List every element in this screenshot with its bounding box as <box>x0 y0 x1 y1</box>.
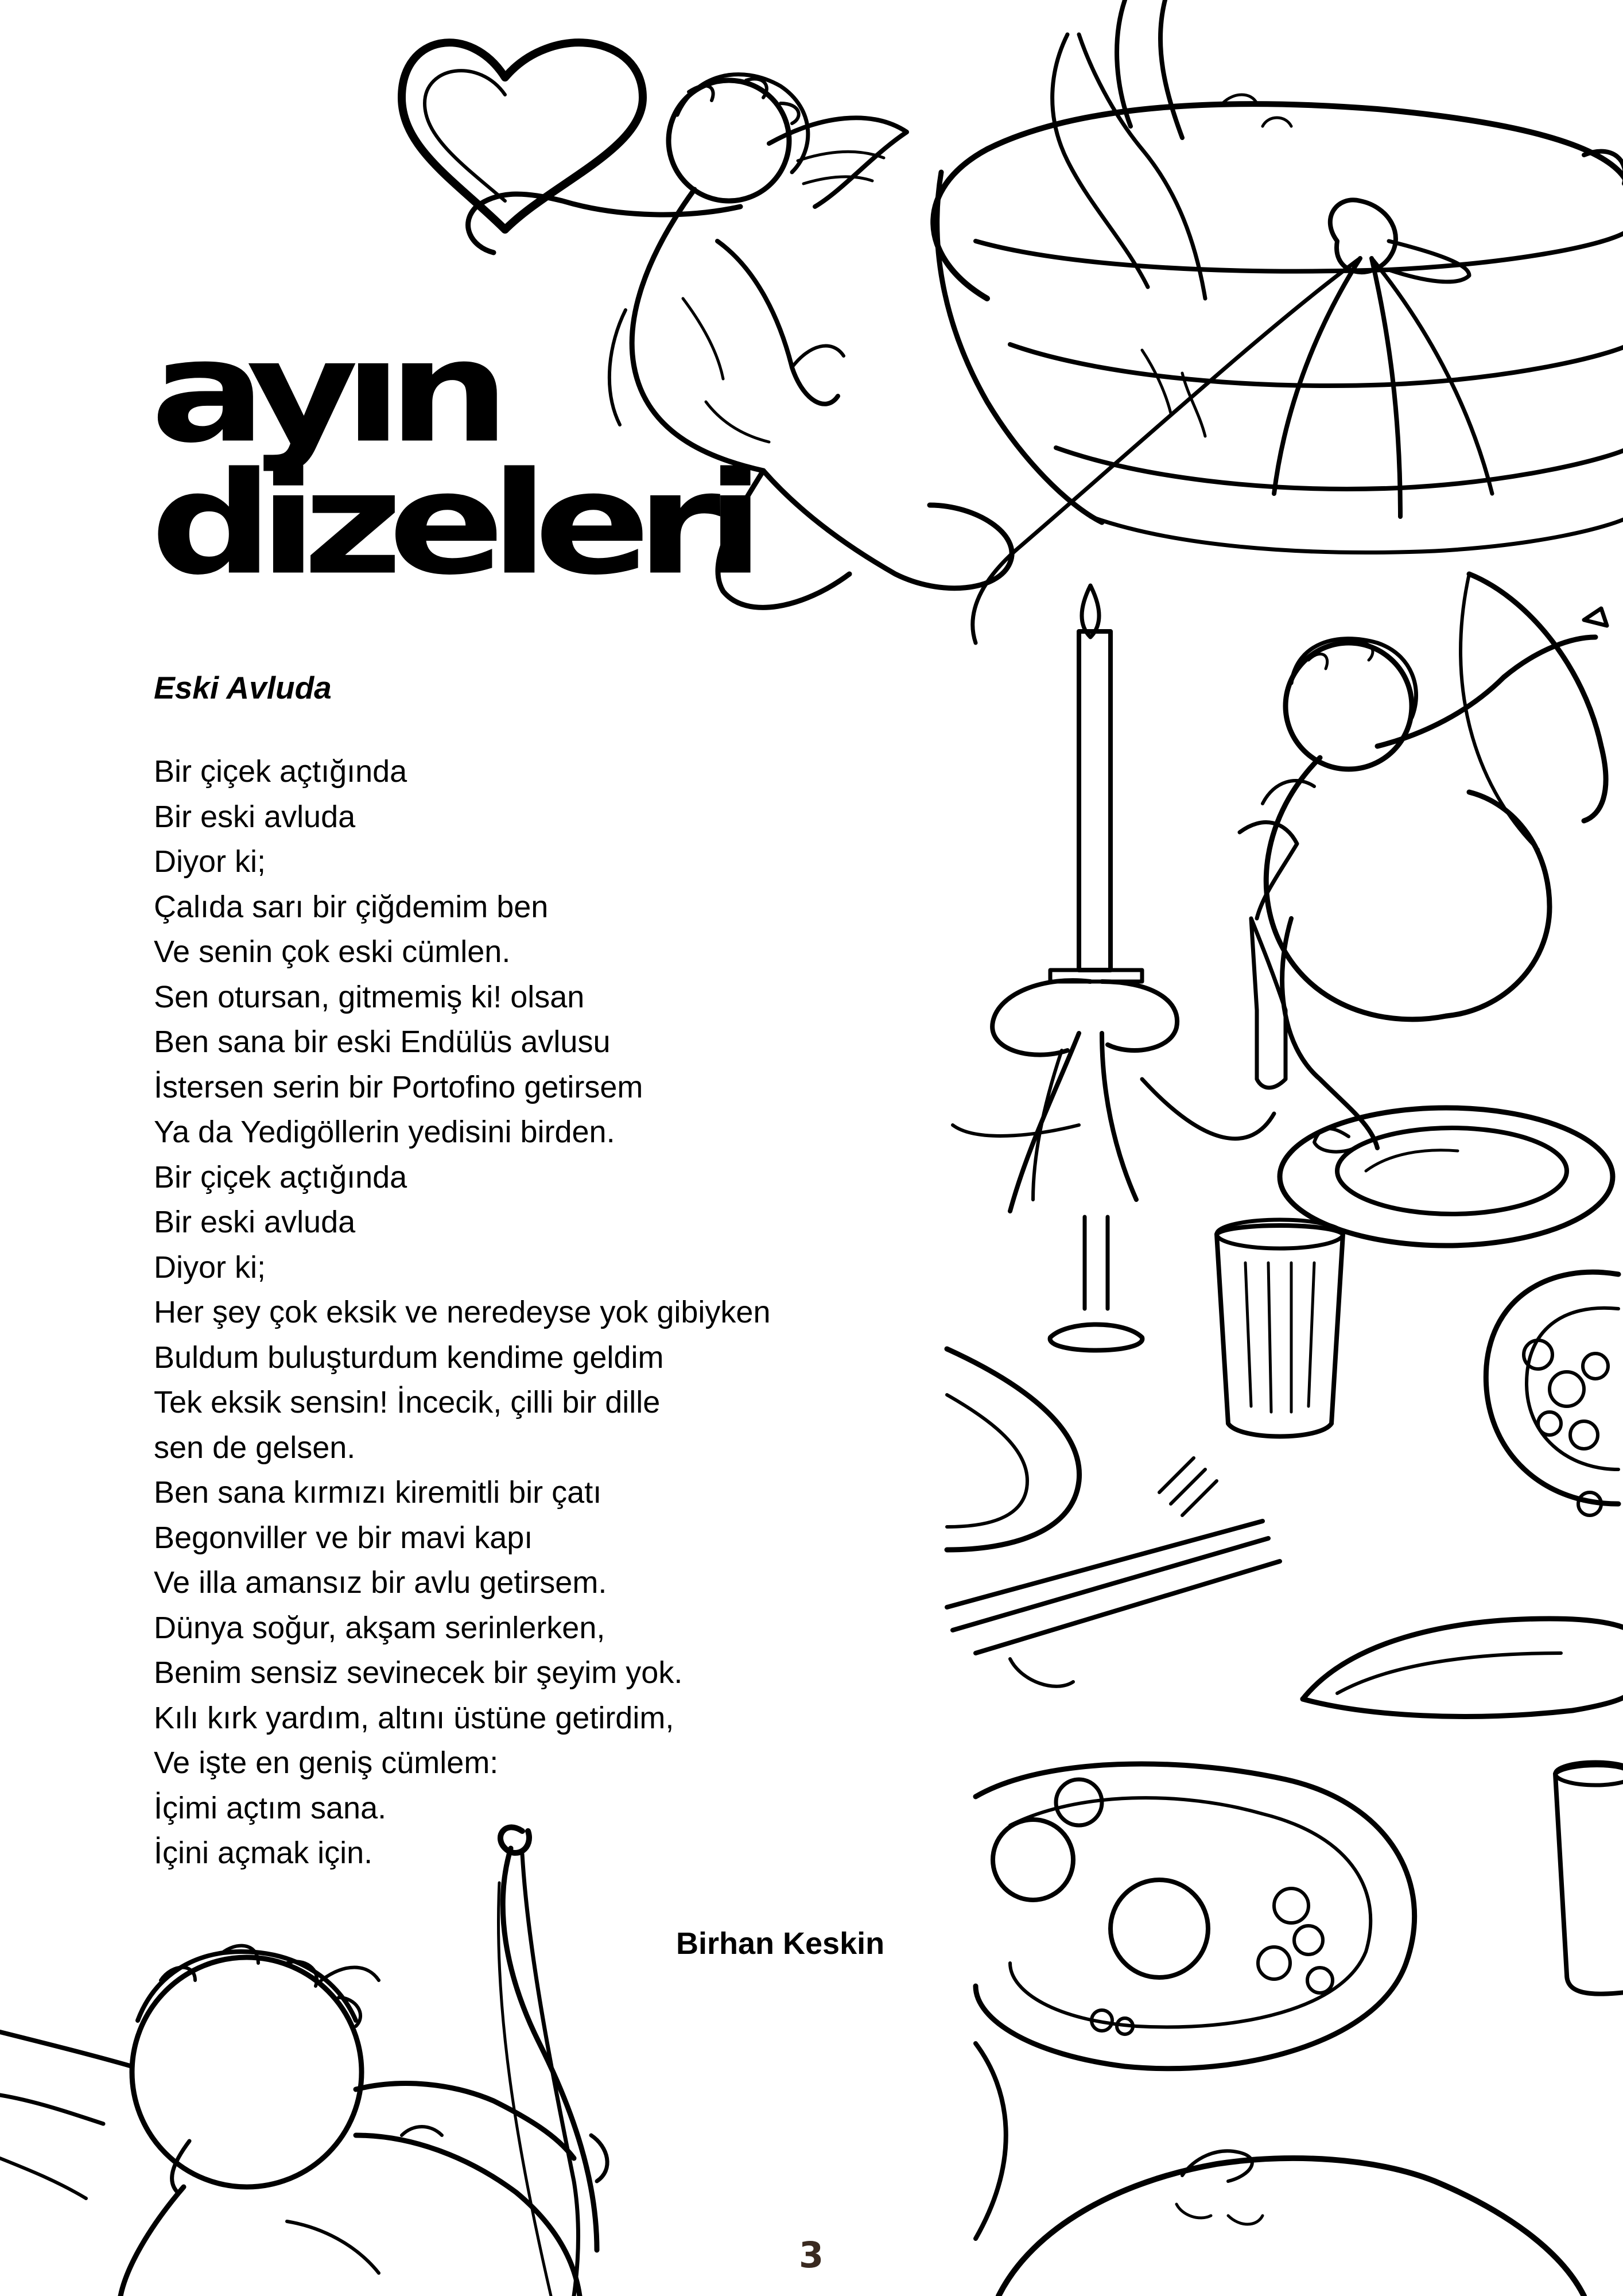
poem-line: Ve işte en geniş cümlem: <box>154 1746 499 1780</box>
page-title-line-2: dizeleri <box>150 441 750 606</box>
poem-line: Buldum buluşturdum kendime geldim <box>154 1340 664 1375</box>
poem-line: Tek eksik sensin! İncecik, çilli bir dille <box>154 1385 661 1420</box>
poem-line: Ben sana bir eski Endülüs avlusu <box>154 1025 611 1059</box>
candle-icon <box>953 585 1274 1351</box>
table-setting-icon <box>947 1108 1623 2296</box>
poem-line: Sen otursan, gitmemiş ki! olsan <box>154 979 585 1014</box>
poem-line: Her şey çok eksik ve neredeyse yok gibiyken <box>154 1295 771 1329</box>
poem-line: Bir eski avluda <box>154 1205 356 1239</box>
poem-author: Birhan Keskin <box>676 1926 885 1961</box>
poem-title: Eski Avluda <box>154 670 332 705</box>
poem-line: Bir eski avluda <box>154 799 356 834</box>
page-number: 3 <box>799 2234 824 2276</box>
poem-line: İçimi açtım sana. <box>154 1790 387 1825</box>
poem-body <box>154 749 771 1876</box>
poem-line: Bir çiçek açtığında <box>154 754 407 789</box>
cake-with-ribbons-icon <box>933 0 1623 643</box>
poem-line: Ben sana kırmızı kiremitli bir çatı <box>154 1475 602 1510</box>
poem-line: İstersen serin bir Portofino getirsem <box>154 1069 643 1104</box>
poem-line: Kılı kırk yardım, altını üstüne getirdim, <box>154 1700 674 1735</box>
poem-line: İçini açmak için. <box>154 1836 373 1870</box>
poem-line: sen de gelsen. <box>154 1430 356 1465</box>
poem-line: Benim sensiz sevinecek bir şeyim yok. <box>154 1655 683 1690</box>
cupid-archer-icon <box>0 1827 607 2296</box>
poem-line: Begonviller ve bir mavi kapı <box>154 1520 533 1555</box>
poem-line: Ve illa amansız bir avlu getirsem. <box>154 1565 607 1600</box>
poem-line: Diyor ki; <box>154 844 266 879</box>
poem-line: Ve senin çok eski cümlen. <box>154 934 511 969</box>
poem-line: Bir çiçek açtığında <box>154 1159 407 1194</box>
poem-line: Ya da Yedigöllerin yedisini birden. <box>154 1115 615 1149</box>
page-title-line-1: ayın <box>150 309 496 474</box>
poem-line: Çalıda sarı bir çiğdemim ben <box>154 889 549 924</box>
poem-line: Dünya soğur, akşam serinlerken, <box>154 1610 605 1645</box>
cupid-with-bow-icon <box>1240 574 1607 1152</box>
poem-line: Diyor ki; <box>154 1250 266 1285</box>
